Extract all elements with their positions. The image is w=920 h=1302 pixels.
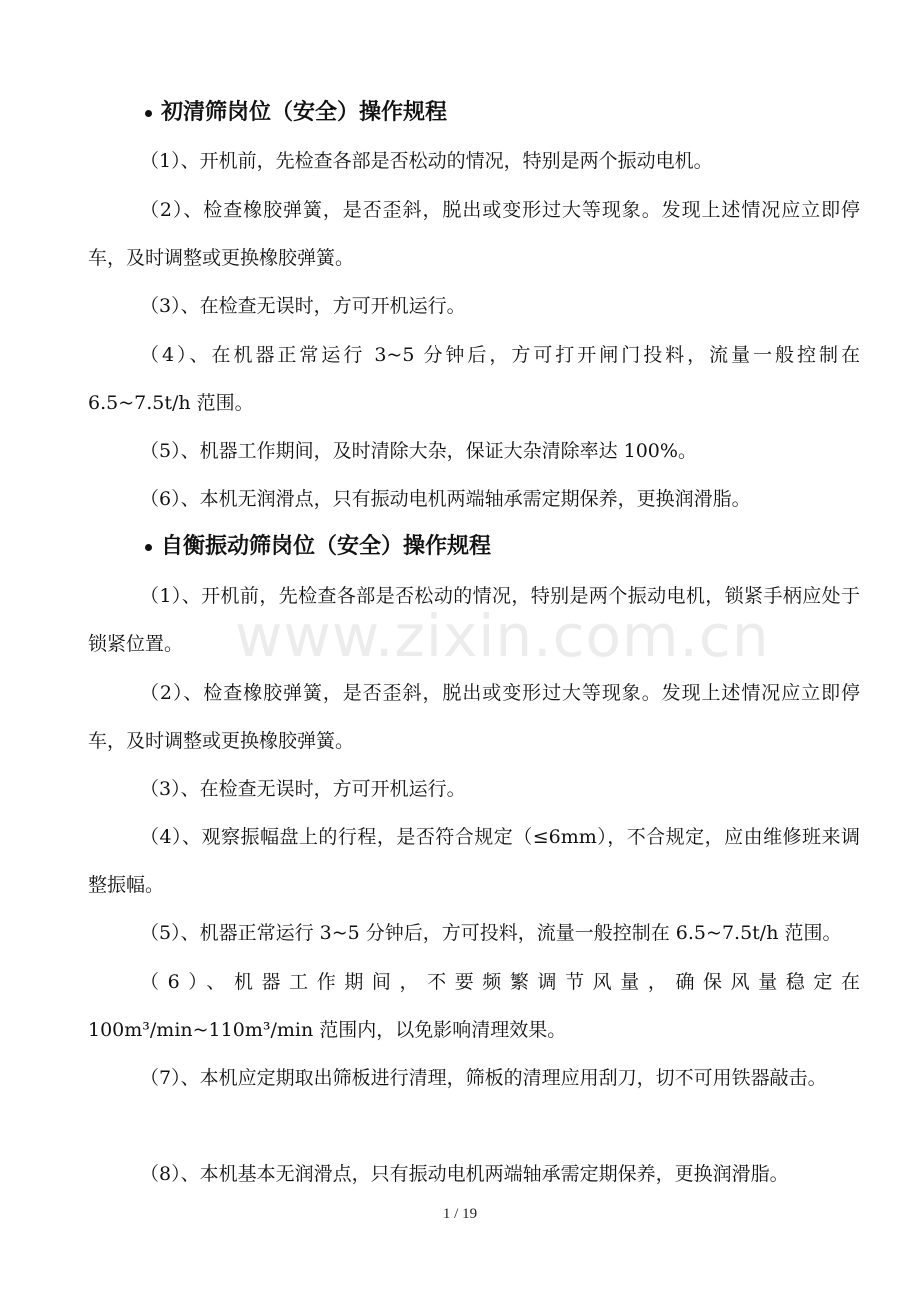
section2-item-1: （1）、开机前，先检查各部是否松动的情况，特别是两个振动电机，锁紧手柄应处于锁紧位置。 xyxy=(88,585,860,655)
section1-heading xyxy=(145,98,447,128)
watermark: www.zixin.com.cn xyxy=(235,602,770,670)
section2-item-5: （5）、机器正常运行 3~5 分钟后，方可投料，流量一般控制在 6.5~7.5t/h 范围。 xyxy=(140,922,842,944)
section1-item-2: （2）、检查橡胶弹簧，是否歪斜，脱出或变形过大等现象。发现上述情况应立即停车，及时调整或更换橡胶弹簧。 xyxy=(88,199,860,269)
section1-item-6: （6）、本机无润滑点，只有振动电机两端轴承需定期保养，更换润滑脂。 xyxy=(140,488,751,510)
page-number: 1 / 19 xyxy=(442,1206,478,1222)
section1-item-3: （3）、在检查无误时，方可开机运行。 xyxy=(140,295,466,317)
section1-title: 初清筛岗位（安全）操作规程 xyxy=(161,100,448,125)
section2-item-7: （7）、本机应定期取出筛板进行清理，筛板的清理应用刮刀，切不可用铁器敲击。 xyxy=(140,1067,827,1089)
section2-item-3: （3）、在检查无误时，方可开机运行。 xyxy=(140,778,466,800)
section2-heading xyxy=(145,532,491,562)
bullet-icon xyxy=(145,544,152,551)
section2-item-2: （2）、检查橡胶弹簧，是否歪斜，脱出或变形过大等现象。发现上述情况应立即停车，及时调整或更换橡胶弹簧。 xyxy=(88,682,860,752)
section2-item-8: （8）、本机基本无润滑点，只有振动电机两端轴承需定期保养，更换润滑脂。 xyxy=(140,1163,789,1185)
bullet-icon xyxy=(145,110,152,117)
section2-item-4: （4）、观察振幅盘上的行程，是否符合规定（≤6mm），不合规定，应由维修班来调整振幅。 xyxy=(88,826,860,896)
section2-title: 自衡振动筛岗位（安全）操作规程 xyxy=(161,534,492,559)
section2-item-6: （6）、机器工作期间，不要频繁调节风量，确保风量稳定在 100m³/min~110m³/min 范围内，以免影响清理效果。 xyxy=(88,971,860,1041)
section1-item-5: （5）、机器工作期间，及时清除大杂，保证大杂清除率达 100%。 xyxy=(140,440,697,462)
section1-item-1: （1）、开机前，先检查各部是否松动的情况，特别是两个振动电机。 xyxy=(140,150,713,172)
section1-item-4: （4）、在机器正常运行 3~5 分钟后，方可打开闸门投料，流量一般控制在 6.5~7.5t/h 范围。 xyxy=(88,344,860,414)
